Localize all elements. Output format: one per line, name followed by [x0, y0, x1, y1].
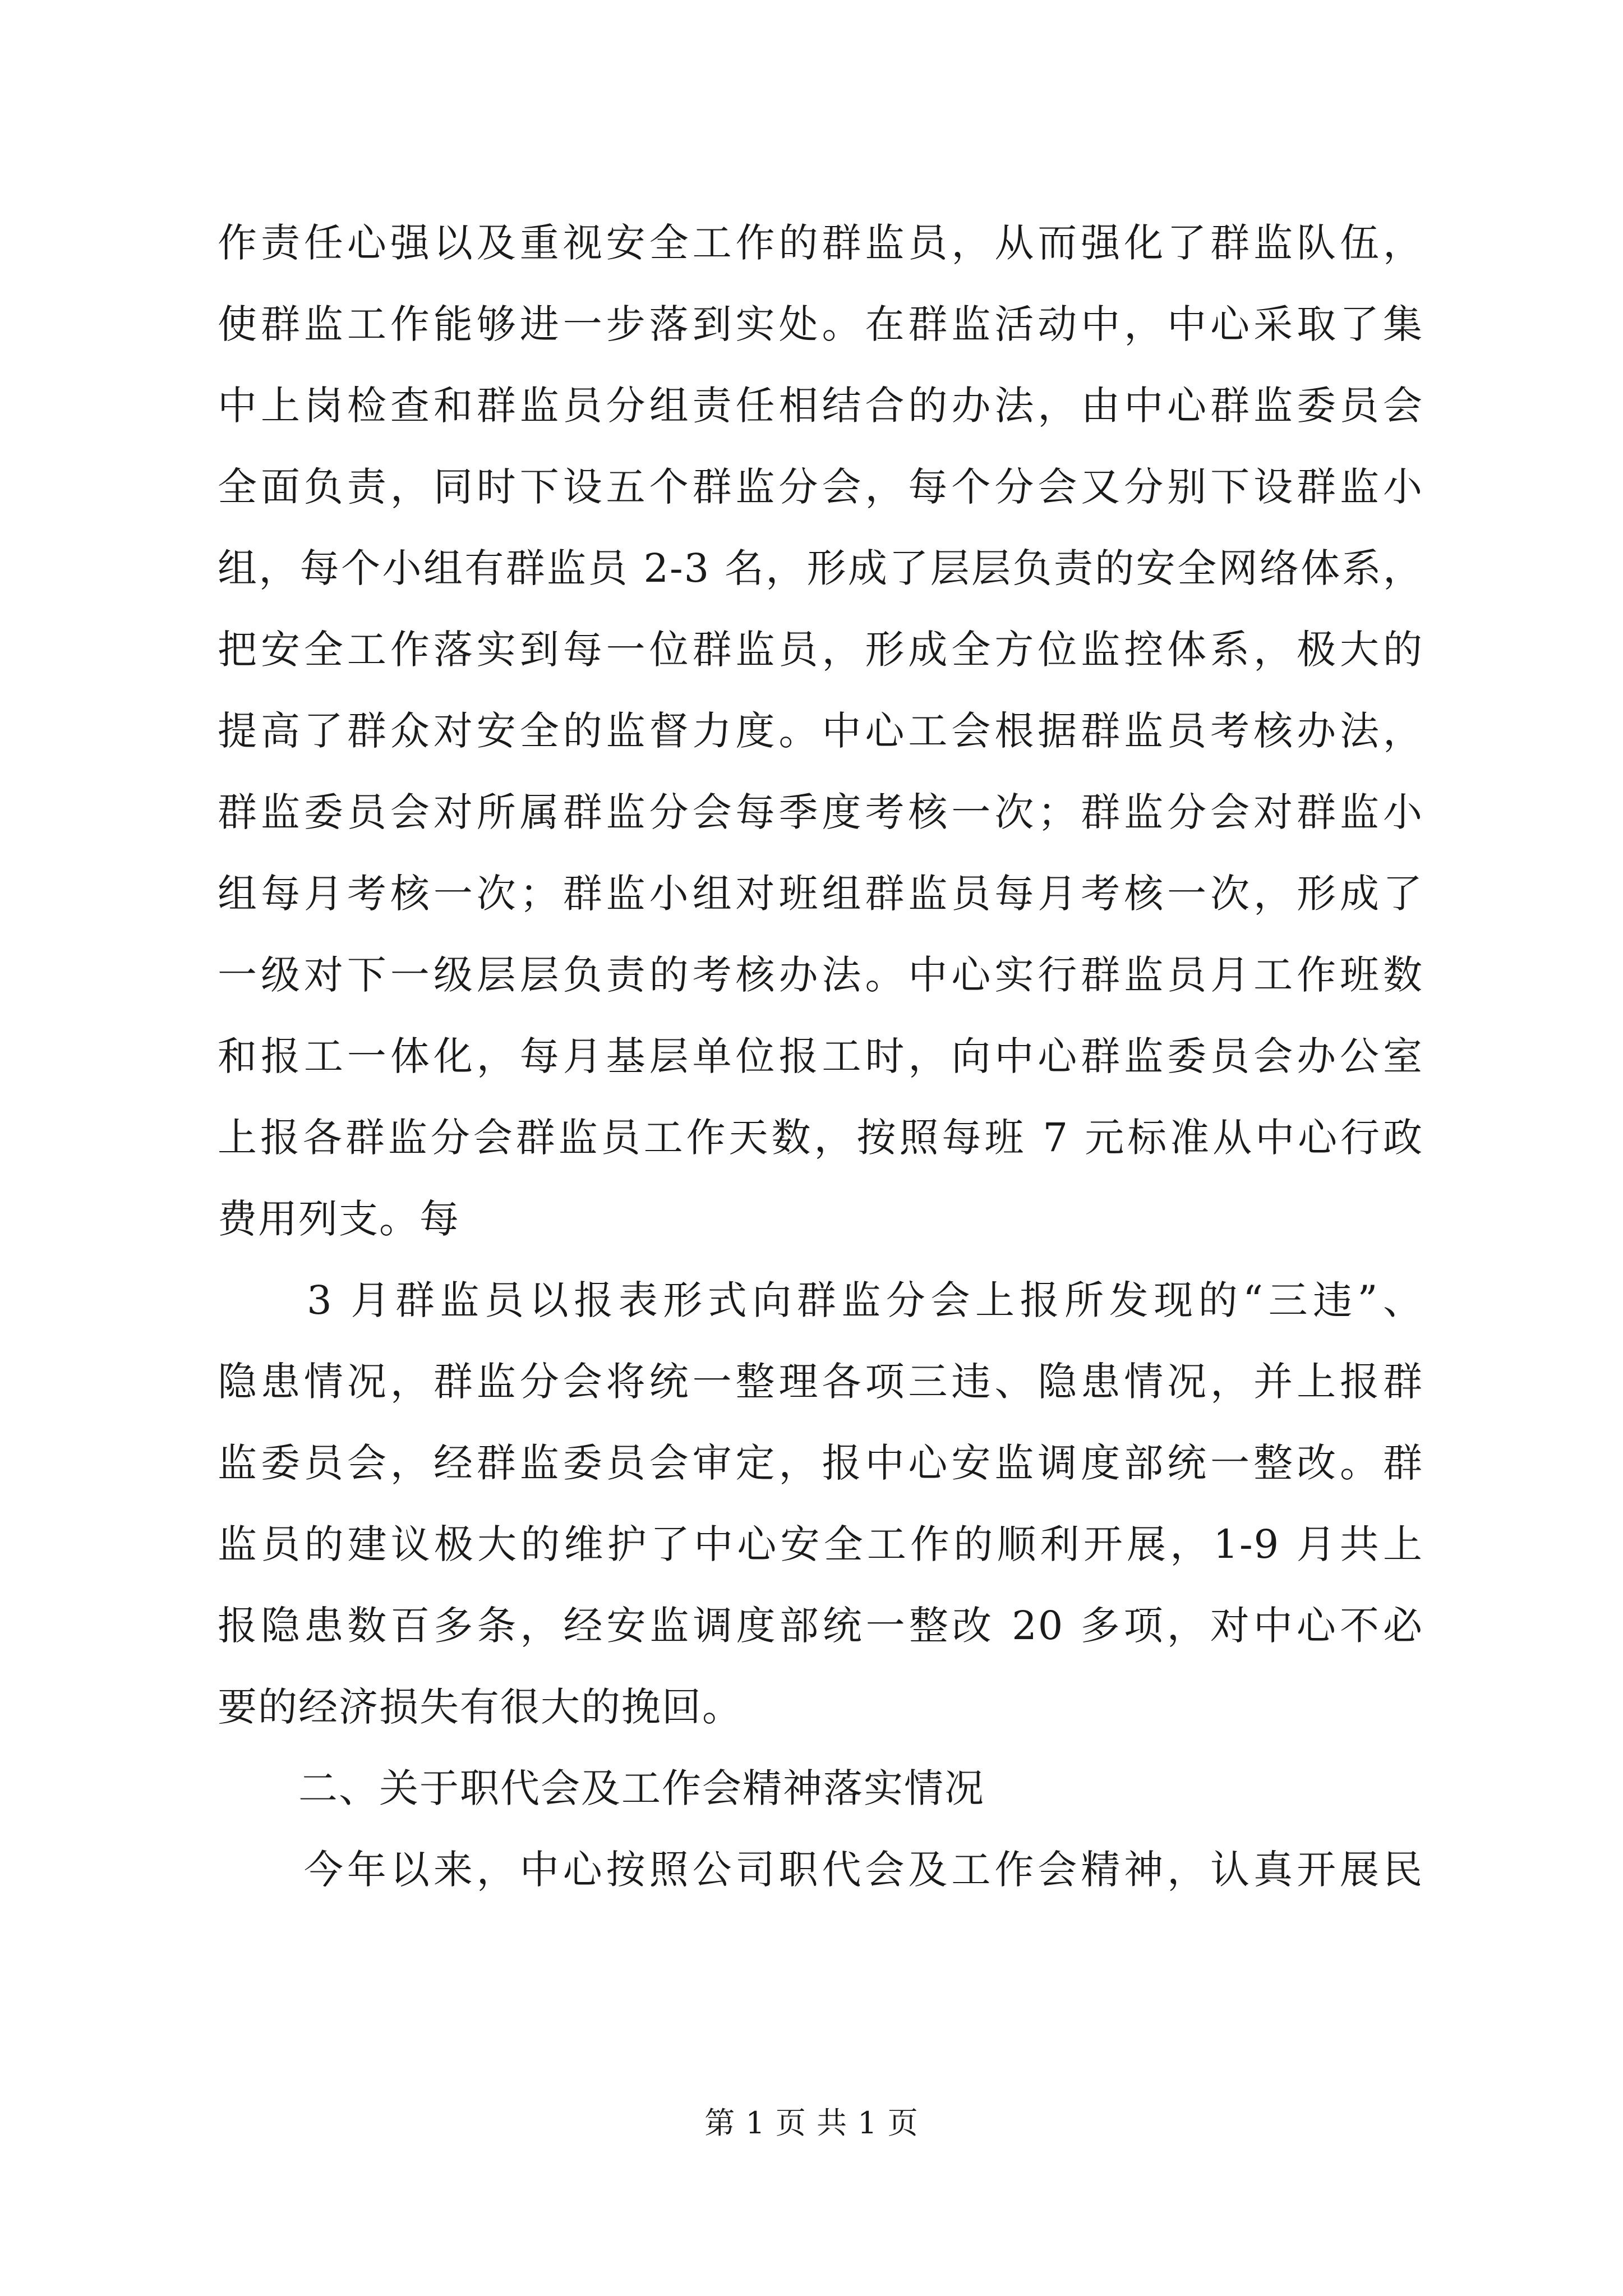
text-line: 组每月考核一次；群监小组对班组群监员每月考核一次，形成了 [218, 871, 1423, 917]
text-line: 一级对下一级层层负责的考核办法。中心实行群监员月工作班数 [218, 952, 1423, 998]
text-line: 监员的建议极大的维护了中心安全工作的顺利开展，1-9 月共上 [218, 1521, 1423, 1567]
text-line: 上报各群监分会群监员工作天数，按照每班 7 元标准从中心行政 [218, 1115, 1423, 1161]
text-line: 全面负责，同时下设五个群监分会，每个分会又分别下设群监小 [218, 464, 1423, 510]
text-line: 报隐患数百多条，经安监调度部统一整改 20 多项，对中心不必 [218, 1603, 1423, 1649]
text-line: 中上岗检查和群监员分组责任相结合的办法，由中心群监委员会 [218, 383, 1423, 429]
text-line: 提高了群众对安全的监督力度。中心工会根据群监员考核办法， [218, 708, 1423, 754]
section-heading: 二、关于职代会及工作会精神落实情况 [218, 1765, 985, 1811]
text-line: 作责任心强以及重视安全工作的群监员，从而强化了群监队伍， [218, 220, 1423, 266]
text-line: 监委员会，经群监委员会审定，报中心安监调度部统一整改。群 [218, 1440, 1423, 1486]
text-line: 群监委员会对所属群监分会每季度考核一次；群监分会对群监小 [218, 789, 1423, 835]
text-line: 隐患情况，群监分会将统一整理各项三违、隐患情况，并上报群 [218, 1359, 1423, 1405]
text-line: 把安全工作落实到每一位群监员，形成全方位监控体系，极大的 [218, 627, 1423, 673]
paragraph-first-line: 3 月群监员以报表形式向群监分会上报所发现的“三违”、 [218, 1277, 1423, 1323]
text-line: 费用列支。每 [218, 1196, 460, 1242]
text-line: 和报工一体化，每月基层单位报工时，向中心群监委员会办公室 [218, 1033, 1423, 1079]
paragraph-first-line: 今年以来，中心按照公司职代会及工作会精神，认真开展民 [218, 1847, 1423, 1893]
text-line: 要的经济损失有很大的挽回。 [218, 1684, 743, 1730]
page-footer: 第 1 页 共 1 页 [704, 2105, 919, 2141]
text-line: 组，每个小组有群监员 2-3 名，形成了层层负责的安全网络体系， [218, 545, 1423, 591]
text-line: 使群监工作能够进一步落到实处。在群监活动中，中心采取了集 [218, 301, 1423, 347]
